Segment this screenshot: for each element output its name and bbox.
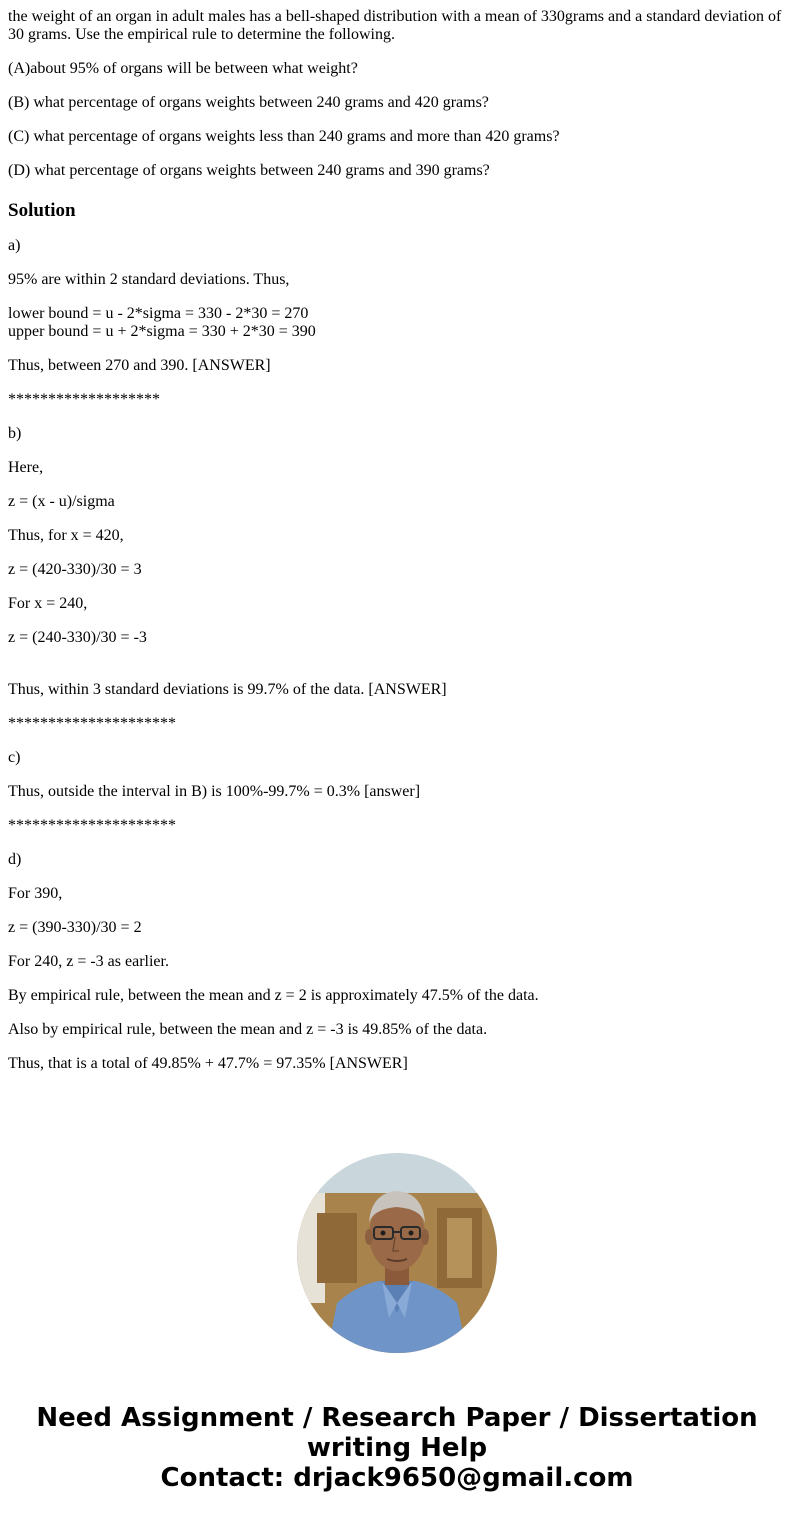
lower-bound-line: lower bound = u - 2*sigma = 330 - 2*30 = 270 [8, 305, 309, 322]
z-calc-420: z = (420-330)/30 = 3 [8, 561, 142, 578]
part-d-line: By empirical rule, between the mean and z = 2 is approximately 47.5% of the data. [8, 987, 539, 1004]
part-a-bounds [8, 305, 786, 341]
part-b-label: b) [8, 425, 22, 442]
solution-heading: Solution [8, 200, 76, 221]
separator: ********************* [8, 817, 176, 834]
z-calc-240: z = (240-330)/30 = -3 [8, 629, 147, 646]
separator: ******************* [8, 391, 160, 408]
part-b-line: Here, [8, 459, 44, 476]
part-b-line: For x = 240, [8, 595, 88, 612]
contact-footer [0, 1403, 794, 1493]
question-part-b: (B) what percentage of organs weights between 240 grams and 420 grams? [8, 94, 489, 111]
solution-body [8, 237, 786, 1073]
part-c-answer: Thus, outside the interval in B) is 100%-99.7% = 0.3% [answer] [8, 783, 421, 800]
footer-contact-email: Contact: drjack9650@gmail.com [160, 1463, 634, 1493]
footer-line-2: writing Help [306, 1433, 488, 1463]
z-calc-390: z = (390-330)/30 = 2 [8, 919, 142, 936]
question-part-d: (D) what percentage of organs weights between 240 grams and 390 grams? [8, 162, 490, 179]
document-body [8, 0, 786, 1073]
part-a-label: a) [8, 237, 21, 254]
part-a-answer: Thus, between 270 and 390. [ANSWER] [8, 357, 271, 374]
part-c-label: c) [8, 749, 21, 766]
avatar-portrait [297, 1153, 497, 1353]
avatar [297, 1153, 497, 1353]
part-a-line: 95% are within 2 standard deviations. Thus, [8, 271, 290, 288]
part-d-line: For 390, [8, 885, 63, 902]
part-b-line: Thus, for x = 420, [8, 527, 124, 544]
part-d-line: Also by empirical rule, between the mean and z = -3 is 49.85% of the data. [8, 1021, 488, 1038]
question-intro: the weight of an organ in adult males has a bell-shaped distribution with a mean of 330grams and a standard deviation of 30 grams. Use the empirical rule to determine the following. [8, 8, 782, 43]
part-d-line: For 240, z = -3 as earlier. [8, 953, 169, 970]
part-d-label: d) [8, 851, 22, 868]
part-d-answer: Thus, that is a total of 49.85% + 47.7% = 97.35% [ANSWER] [8, 1055, 408, 1072]
question-part-a: (A)about 95% of organs will be between what weight? [8, 60, 358, 77]
question-part-c: (C) what percentage of organs weights less than 240 grams and more than 420 grams? [8, 128, 560, 145]
part-b-answer: Thus, within 3 standard deviations is 99.7% of the data. [ANSWER] [8, 681, 447, 698]
upper-bound-line: upper bound = u + 2*sigma = 330 + 2*30 = 390 [8, 323, 316, 340]
footer-line-1: Need Assignment / Research Paper / Dissertation [36, 1403, 758, 1433]
z-formula: z = (x - u)/sigma [8, 493, 115, 510]
separator: ********************* [8, 715, 176, 732]
